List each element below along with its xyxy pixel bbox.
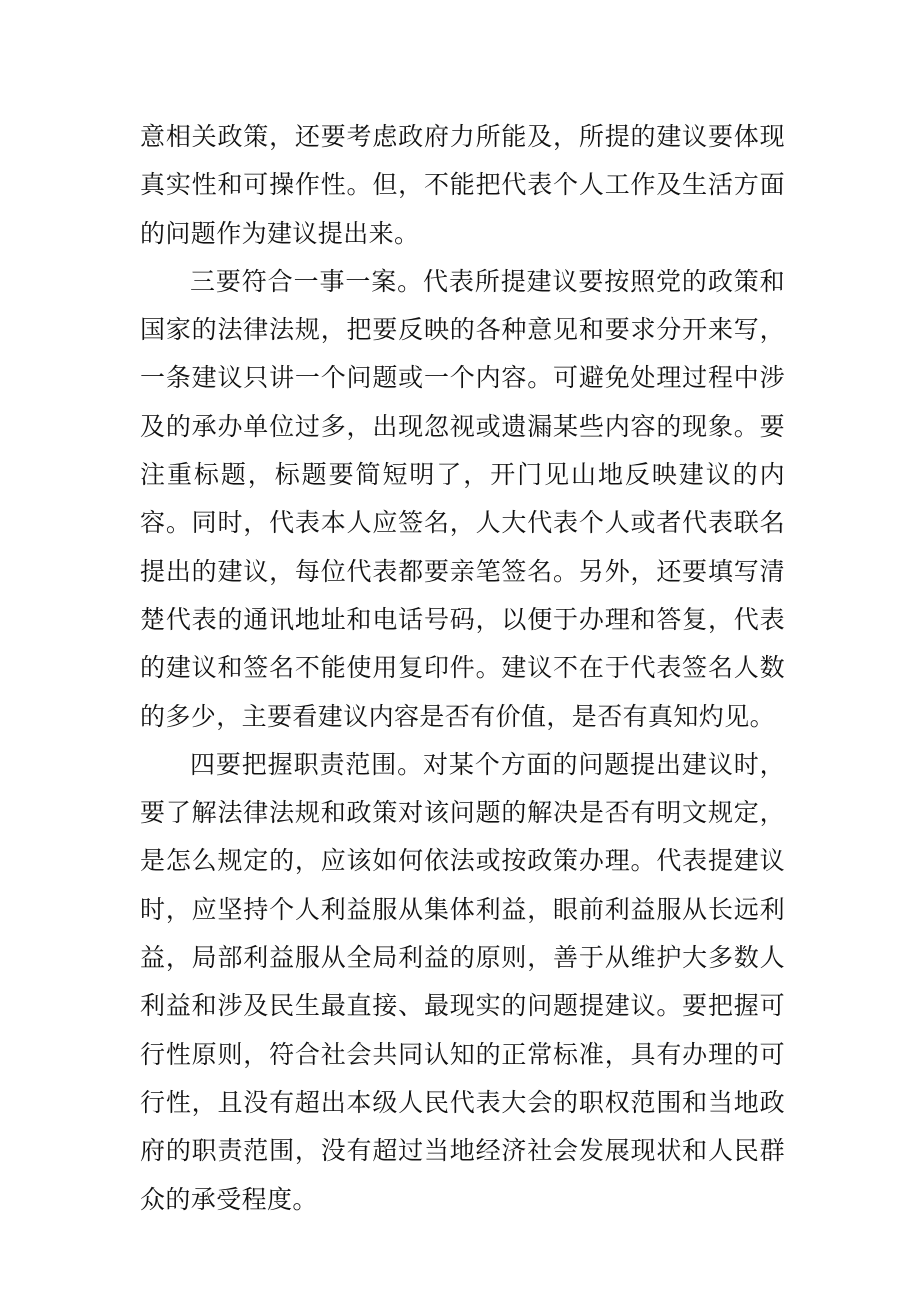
document-body <box>140 113 785 1224</box>
paragraph-continuation: 意相关政策，还要考虑政府力所能及，所提的建议要体现真实性和可操作性。但，不能把代表个人工作及生活方面的问题作为建议提出来。 <box>140 122 785 248</box>
paragraph-scope-of-duties: 四要把握职责范围。对某个方面的问题提出建议时，要了解法律法规和政策对该问题的解决是否有明文规定，是怎么规定的，应该如何依法或按政策办理。代表提建议时，应坚持个人利益服从集体利益，眼前利益服从长远利益，局部利益服从全局利益的原则，善于从维护大多数人利益和涉及民生最直接、最现实的问题提建议。要把握可行性原则，符合社会共同认知的正常标准，具有办理的可行性，且没有超出本级人民代表大会的职权范围和当地政府的职责范围，没有超过当地经济社会发展现状和人民群众的承受程度。 <box>140 749 785 1214</box>
paragraph-one-matter-one-proposal: 三要符合一事一案。代表所提建议要按照党的政策和国家的法律法规，把要反映的各种意见和要求分开来写，一条建议只讲一个问题或一个内容。可避免处理过程中涉及的承办单位过多，出现忽视或遗漏某些内容的现象。要注重标题，标题要简短明了，开门见山地反映建议的内容。同时，代表本人应签名，人大代表个人或者代表联名提出的建议，每位代表都要亲笔签名。另外，还要填写清楚代表的通讯地址和电话号码，以便于办理和答复，代表的建议和签名不能使用复印件。建议不在于代表签名人数的多少，主要看建议内容是否有价值，是否有真知灼见。 <box>140 266 785 731</box>
